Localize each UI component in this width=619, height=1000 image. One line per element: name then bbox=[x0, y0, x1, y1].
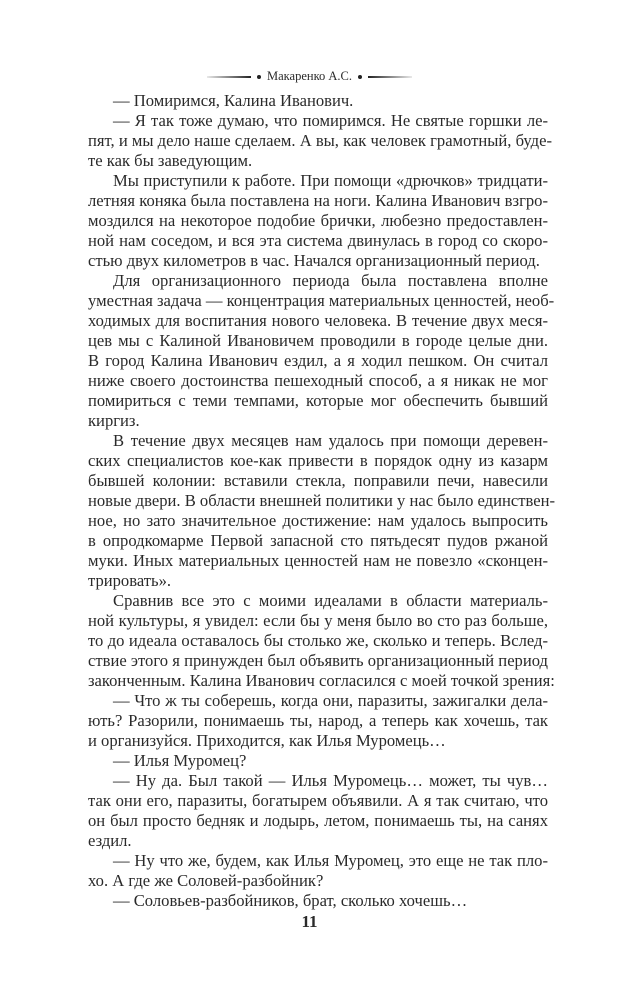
text-line: трировать». bbox=[88, 571, 172, 590]
text-line: В город Калина Иванович ездил, а я ходил пешком. Он считал bbox=[88, 351, 548, 370]
text-line: летняя коняка была поставлена на ноги. Калина Иванович взгро- bbox=[88, 191, 548, 210]
text-line: стью двух километров в час. Начался организационный период. bbox=[88, 251, 540, 270]
text-line: ниже своего достоинства пешеходный способ, а я никак не мог bbox=[88, 371, 548, 390]
text-line: киргиз. bbox=[88, 411, 140, 430]
body-text bbox=[88, 91, 555, 911]
text-line: цев мы с Калиной Ивановичем проводили в городе целые дни. bbox=[88, 331, 548, 350]
text-line: Мы приступили к работе. При помощи «дрючков» тридцати- bbox=[113, 171, 548, 190]
text-line: то до идеала оставалось бы столько же, сколько и теперь. Вслед- bbox=[88, 631, 548, 650]
text-line: ствие этого я принужден был объявить организационный период bbox=[88, 651, 548, 670]
text-line: моздился на некоторое подобие брички, любезно предоставлен- bbox=[88, 211, 548, 230]
text-line: ходимых для воспитания нового человека. В течение двух меся- bbox=[88, 311, 548, 330]
text-line: пят, и мы дело наше сделаем. А вы, как человек грамотный, буде- bbox=[88, 131, 552, 150]
text-line: В течение двух месяцев нам удалось при помощи деревен- bbox=[113, 431, 548, 450]
text-line: помириться с теми темпами, которые мог обеспечить бывший bbox=[88, 391, 548, 410]
text-line: хо. А где же Соловей-разбойник? bbox=[88, 871, 324, 890]
text-line: те как бы заведующим. bbox=[88, 151, 253, 170]
text-line: и организуйся. Приходится, как Илья Муромець… bbox=[88, 731, 446, 750]
text-line: ють? Разорили, понимаешь ты, народ, а теперь как хочешь, так bbox=[88, 711, 548, 730]
text-line: в опродкомарме Первой запасной сто пятьдесят пудов ржаной bbox=[88, 531, 548, 550]
ornament-dot-left bbox=[257, 75, 261, 79]
text-line: — Я так тоже думаю, что помиримся. Не святые горшки ле- bbox=[113, 111, 548, 130]
text-line: бывшей колонии: вставили стекла, поправили печи, навесили bbox=[88, 471, 548, 490]
text-line: — Илья Муромец? bbox=[113, 751, 247, 770]
text-line: так они его, паразиты, богатырем объявили. А я так считаю, что bbox=[88, 791, 548, 810]
text-line: ное, но зато значительное достижение: нам удалось выпросить bbox=[88, 511, 548, 530]
text-line: Сравнив все это с моими идеалами в области материаль- bbox=[113, 591, 548, 610]
text-line: новые двери. В области внешней политики у нас было единствен- bbox=[88, 491, 555, 510]
text-line: — Что ж ты соберешь, когда они, паразиты, зажигалки дела- bbox=[113, 691, 548, 710]
text-line: уместная задача — концентрация материальных ценностей, необ- bbox=[88, 291, 555, 310]
ornament-line-right bbox=[368, 76, 412, 78]
text-line: — Ну да. Был такой — Илья Муромець… может, ты чув… bbox=[113, 771, 548, 790]
text-line: — Соловьев-разбойников, брат, сколько хочешь… bbox=[113, 891, 468, 910]
text-line: ной культуры, я увидел: если бы у меня было во сто раз больше, bbox=[88, 611, 548, 630]
text-line: — Ну что же, будем, как Илья Муромец, это еще не так пло- bbox=[113, 851, 548, 870]
ornament-dot-right bbox=[358, 75, 362, 79]
running-title: Макаренко А.С. bbox=[266, 69, 352, 83]
text-line: он был просто бедняк и лодырь, летом, понимаешь ты, на санях bbox=[88, 811, 548, 830]
page-number: 11 bbox=[301, 912, 318, 931]
text-line: ной нам соседом, и вся эта система двинулась в город со скоро- bbox=[88, 231, 548, 250]
text-line: Для организационного периода была поставлена вполне bbox=[113, 271, 548, 290]
text-line: муки. Иных материальных ценностей нам не повезло «сконцен- bbox=[88, 551, 548, 570]
text-line: — Помиримся, Калина Иванович. bbox=[113, 91, 354, 110]
text-line: законченным. Калина Иванович согласился с моей точкой зрения: bbox=[88, 671, 555, 690]
ornament-line-left bbox=[207, 76, 251, 78]
running-header bbox=[0, 69, 619, 84]
text-line: ездил. bbox=[88, 831, 132, 850]
text-line: ских специалистов кое-как привести в порядок одну из казарм bbox=[88, 451, 548, 470]
